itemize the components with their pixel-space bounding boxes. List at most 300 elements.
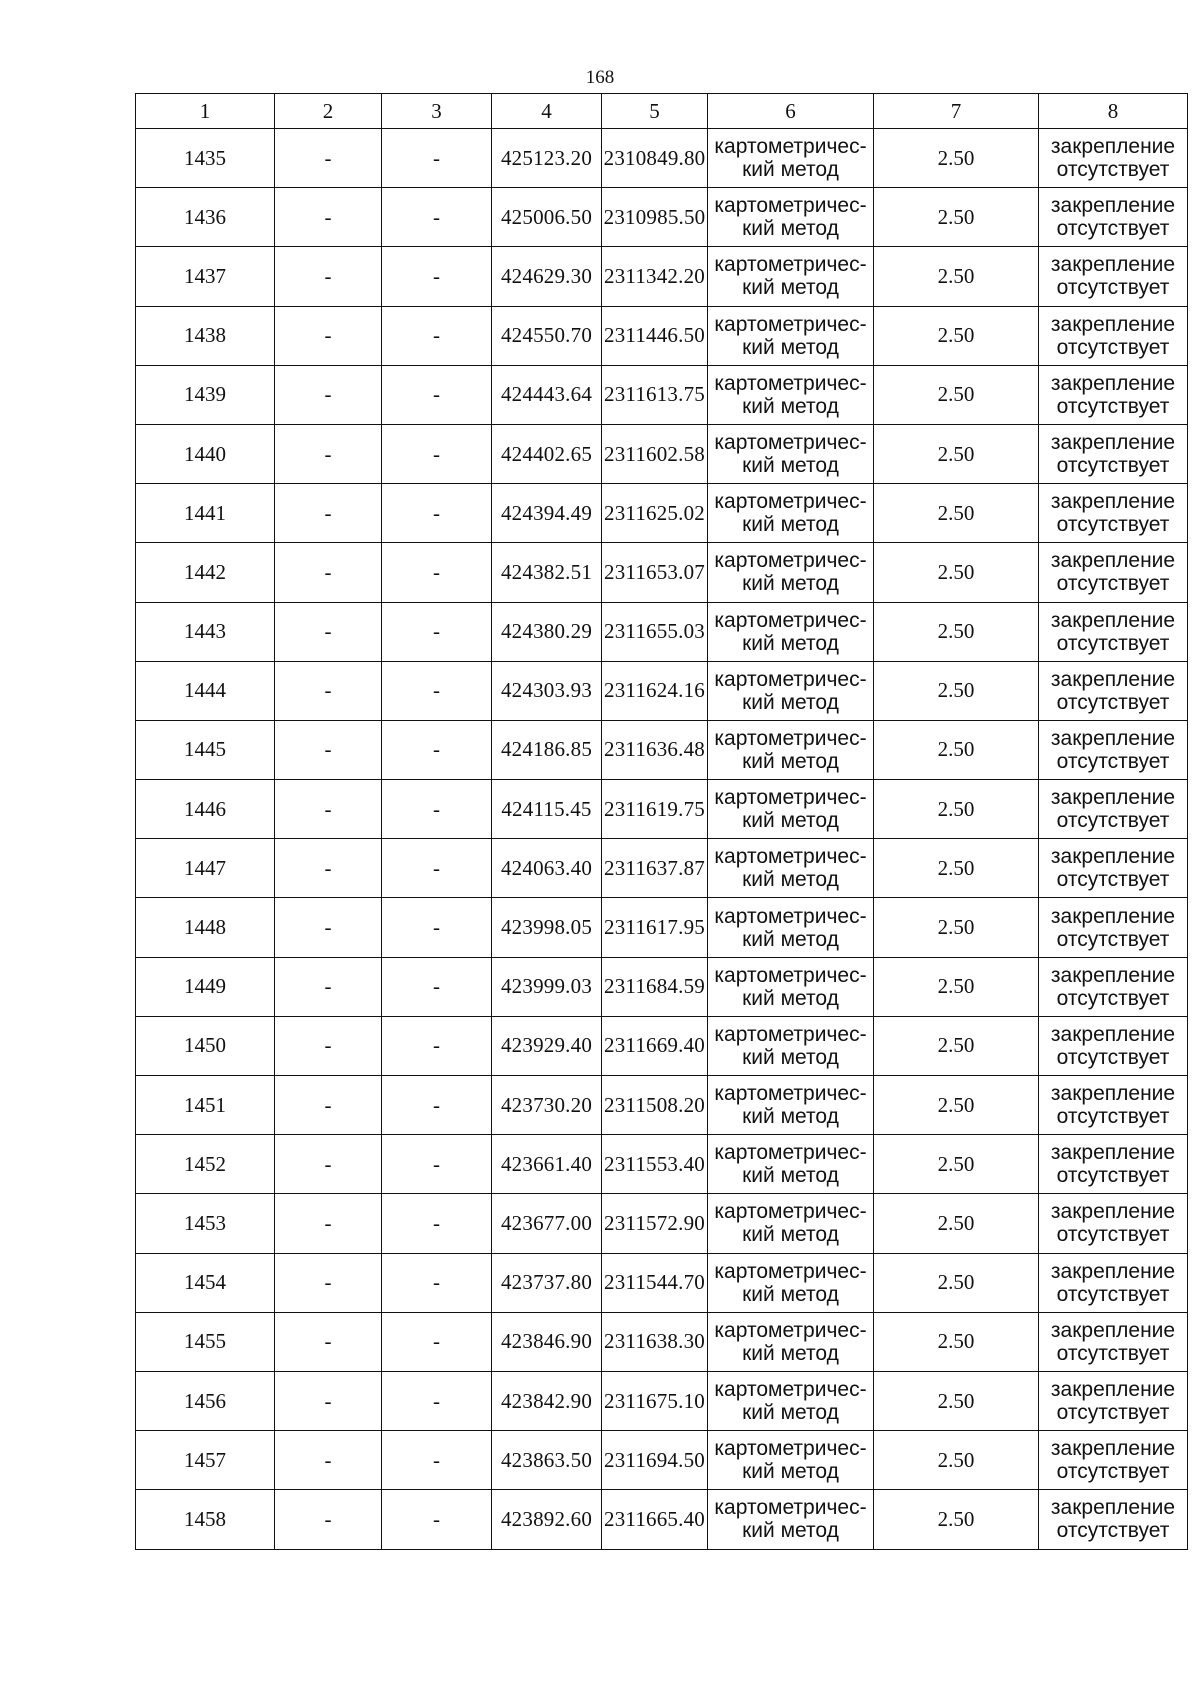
point-number-cell: 1454 xyxy=(136,1253,275,1312)
note-text-line: отсутствует xyxy=(1056,335,1170,359)
note-cell xyxy=(1039,484,1188,543)
note-cell xyxy=(1039,1076,1188,1135)
method-cell xyxy=(708,1135,874,1194)
accuracy-value-cell: 2.50 xyxy=(874,247,1039,306)
column-3-cell: - xyxy=(382,365,492,424)
coordinate-y-cell: 2311602.58 xyxy=(602,424,708,483)
column-2-cell: - xyxy=(275,720,382,779)
accuracy-value-cell: 2.50 xyxy=(874,839,1039,898)
note-text-line: закрепление xyxy=(1050,1259,1176,1283)
method-cell xyxy=(708,661,874,720)
method-text-line: картометричес- xyxy=(714,1141,867,1165)
method-cell xyxy=(708,424,874,483)
note-cell xyxy=(1039,661,1188,720)
note-cell xyxy=(1039,1135,1188,1194)
table-header xyxy=(136,94,1188,129)
coordinate-x-cell: 424186.85 xyxy=(492,720,602,779)
method-text-line: картометричес- xyxy=(714,786,867,810)
coordinate-x-cell: 424115.45 xyxy=(492,780,602,839)
method-cell xyxy=(708,898,874,957)
coordinate-y-cell: 2311446.50 xyxy=(602,306,708,365)
note-text-line: отсутствует xyxy=(1056,217,1170,241)
column-header-3: 3 xyxy=(382,94,492,129)
accuracy-value-cell: 2.50 xyxy=(874,1490,1039,1549)
accuracy-value-cell: 2.50 xyxy=(874,1194,1039,1253)
table-row xyxy=(136,898,1188,957)
table-row xyxy=(136,365,1188,424)
coordinate-y-cell: 2311572.90 xyxy=(602,1194,708,1253)
note-text-line: закрепление xyxy=(1050,1200,1176,1224)
method-text-line: картометричес- xyxy=(714,431,867,455)
column-2-cell: - xyxy=(275,780,382,839)
coordinate-x-cell: 424380.29 xyxy=(492,602,602,661)
column-2-cell: - xyxy=(275,898,382,957)
method-text-line: картометричес- xyxy=(714,608,867,632)
method-cell xyxy=(708,957,874,1016)
accuracy-value-cell: 2.50 xyxy=(874,543,1039,602)
method-text-line: картометричес- xyxy=(714,1496,867,1520)
note-cell xyxy=(1039,188,1188,247)
accuracy-value-cell: 2.50 xyxy=(874,1253,1039,1312)
method-text-line: кий метод xyxy=(742,809,839,833)
column-2-cell: - xyxy=(275,1016,382,1075)
column-2-cell: - xyxy=(275,1371,382,1430)
note-text-line: закрепление xyxy=(1050,549,1176,573)
column-3-cell: - xyxy=(382,602,492,661)
column-2-cell: - xyxy=(275,424,382,483)
coordinate-x-cell: 425123.20 xyxy=(492,129,602,188)
note-text-line: отсутствует xyxy=(1056,809,1170,833)
column-2-cell: - xyxy=(275,1194,382,1253)
coordinate-y-cell: 2311655.03 xyxy=(602,602,708,661)
column-2-cell: - xyxy=(275,1076,382,1135)
accuracy-value-cell: 2.50 xyxy=(874,720,1039,779)
note-text-line: отсутствует xyxy=(1056,1164,1170,1188)
method-text-line: кий метод xyxy=(742,690,839,714)
coordinate-x-cell: 424443.64 xyxy=(492,365,602,424)
coordinate-x-cell: 424063.40 xyxy=(492,839,602,898)
method-text-line: кий метод xyxy=(742,1223,839,1247)
column-header-7: 7 xyxy=(874,94,1039,129)
point-number-cell: 1452 xyxy=(136,1135,275,1194)
coordinate-x-cell: 423846.90 xyxy=(492,1312,602,1371)
method-text-line: кий метод xyxy=(742,749,839,773)
note-text-line: закрепление xyxy=(1050,371,1176,395)
method-text-line: кий метод xyxy=(742,927,839,951)
note-cell xyxy=(1039,1016,1188,1075)
note-text-line: закрепление xyxy=(1050,1022,1176,1046)
accuracy-value-cell: 2.50 xyxy=(874,129,1039,188)
column-3-cell: - xyxy=(382,1016,492,1075)
note-text-line: закрепление xyxy=(1050,667,1176,691)
method-text-line: кий метод xyxy=(742,1105,839,1129)
coordinate-y-cell: 2311675.10 xyxy=(602,1371,708,1430)
table-row xyxy=(136,129,1188,188)
method-text-line: картометричес- xyxy=(714,1082,867,1106)
note-text-line: отсутствует xyxy=(1056,454,1170,478)
note-cell xyxy=(1039,1490,1188,1549)
coordinate-x-cell: 423863.50 xyxy=(492,1431,602,1490)
note-text-line: закрепление xyxy=(1050,786,1176,810)
table-row xyxy=(136,306,1188,365)
coordinate-x-cell: 423661.40 xyxy=(492,1135,602,1194)
table-row xyxy=(136,1135,1188,1194)
coordinate-y-cell: 2311508.20 xyxy=(602,1076,708,1135)
note-text-line: отсутствует xyxy=(1056,394,1170,418)
column-2-cell: - xyxy=(275,365,382,424)
coordinate-y-cell: 2311342.20 xyxy=(602,247,708,306)
accuracy-value-cell: 2.50 xyxy=(874,602,1039,661)
point-number-cell: 1451 xyxy=(136,1076,275,1135)
column-3-cell: - xyxy=(382,1312,492,1371)
method-cell xyxy=(708,247,874,306)
table-row xyxy=(136,1016,1188,1075)
note-text-line: отсутствует xyxy=(1056,1401,1170,1425)
accuracy-value-cell: 2.50 xyxy=(874,1431,1039,1490)
table-row xyxy=(136,1490,1188,1549)
method-text-line: кий метод xyxy=(742,394,839,418)
method-text-line: картометричес- xyxy=(714,726,867,750)
coordinate-y-cell: 2311638.30 xyxy=(602,1312,708,1371)
column-3-cell: - xyxy=(382,424,492,483)
accuracy-value-cell: 2.50 xyxy=(874,1371,1039,1430)
method-text-line: кий метод xyxy=(742,1519,839,1543)
coordinate-x-cell: 425006.50 xyxy=(492,188,602,247)
note-text-line: отсутствует xyxy=(1056,690,1170,714)
method-cell xyxy=(708,1371,874,1430)
coordinate-x-cell: 423929.40 xyxy=(492,1016,602,1075)
coordinate-y-cell: 2311653.07 xyxy=(602,543,708,602)
coordinate-y-cell: 2311625.02 xyxy=(602,484,708,543)
method-text-line: кий метод xyxy=(742,572,839,596)
coordinate-x-cell: 424394.49 xyxy=(492,484,602,543)
coordinate-y-cell: 2311694.50 xyxy=(602,1431,708,1490)
column-3-cell: - xyxy=(382,306,492,365)
coordinate-y-cell: 2311684.59 xyxy=(602,957,708,1016)
point-number-cell: 1441 xyxy=(136,484,275,543)
column-3-cell: - xyxy=(382,780,492,839)
coordinate-x-cell: 424382.51 xyxy=(492,543,602,602)
method-cell xyxy=(708,720,874,779)
method-text-line: картометричес- xyxy=(714,1378,867,1402)
method-cell xyxy=(708,484,874,543)
method-cell xyxy=(708,188,874,247)
note-cell xyxy=(1039,424,1188,483)
column-3-cell: - xyxy=(382,484,492,543)
column-2-cell: - xyxy=(275,306,382,365)
method-cell xyxy=(708,1076,874,1135)
method-cell xyxy=(708,1194,874,1253)
method-cell xyxy=(708,543,874,602)
note-text-line: отсутствует xyxy=(1056,927,1170,951)
point-number-cell: 1455 xyxy=(136,1312,275,1371)
table-row xyxy=(136,1253,1188,1312)
point-number-cell: 1444 xyxy=(136,661,275,720)
coordinate-x-cell: 424629.30 xyxy=(492,247,602,306)
method-text-line: кий метод xyxy=(742,513,839,537)
table-row xyxy=(136,602,1188,661)
coordinate-x-cell: 423730.20 xyxy=(492,1076,602,1135)
column-3-cell: - xyxy=(382,720,492,779)
note-cell xyxy=(1039,720,1188,779)
column-header-8: 8 xyxy=(1039,94,1188,129)
note-cell xyxy=(1039,1431,1188,1490)
method-text-line: кий метод xyxy=(742,276,839,300)
point-number-cell: 1446 xyxy=(136,780,275,839)
method-cell xyxy=(708,1490,874,1549)
note-cell xyxy=(1039,1371,1188,1430)
column-2-cell: - xyxy=(275,188,382,247)
method-text-line: картометричес- xyxy=(714,904,867,928)
note-text-line: отсутствует xyxy=(1056,1519,1170,1543)
column-2-cell: - xyxy=(275,1135,382,1194)
method-text-line: картометричес- xyxy=(714,135,867,159)
method-cell xyxy=(708,780,874,839)
note-cell xyxy=(1039,1253,1188,1312)
method-text-line: картометричес- xyxy=(714,312,867,336)
coordinate-y-cell: 2311613.75 xyxy=(602,365,708,424)
note-cell xyxy=(1039,898,1188,957)
table-row xyxy=(136,1194,1188,1253)
column-2-cell: - xyxy=(275,1490,382,1549)
column-3-cell: - xyxy=(382,1253,492,1312)
column-3-cell: - xyxy=(382,543,492,602)
method-text-line: кий метод xyxy=(742,1460,839,1484)
note-text-line: закрепление xyxy=(1050,1318,1176,1342)
coordinate-y-cell: 2311624.16 xyxy=(602,661,708,720)
method-text-line: кий метод xyxy=(742,631,839,655)
coordinate-y-cell: 2311619.75 xyxy=(602,780,708,839)
note-text-line: отсутствует xyxy=(1056,158,1170,182)
method-cell xyxy=(708,1016,874,1075)
note-text-line: закрепление xyxy=(1050,1082,1176,1106)
coordinate-y-cell: 2311544.70 xyxy=(602,1253,708,1312)
note-text-line: отсутствует xyxy=(1056,1223,1170,1247)
coordinate-y-cell: 2311553.40 xyxy=(602,1135,708,1194)
note-text-line: закрепление xyxy=(1050,726,1176,750)
column-3-cell: - xyxy=(382,247,492,306)
note-cell xyxy=(1039,780,1188,839)
note-text-line: закрепление xyxy=(1050,312,1176,336)
point-number-cell: 1435 xyxy=(136,129,275,188)
point-number-cell: 1453 xyxy=(136,1194,275,1253)
method-text-line: картометричес- xyxy=(714,1200,867,1224)
note-text-line: отсутствует xyxy=(1056,1460,1170,1484)
table-row xyxy=(136,424,1188,483)
note-cell xyxy=(1039,1194,1188,1253)
column-3-cell: - xyxy=(382,129,492,188)
column-3-cell: - xyxy=(382,839,492,898)
column-header-6: 6 xyxy=(708,94,874,129)
method-cell xyxy=(708,602,874,661)
note-cell xyxy=(1039,129,1188,188)
method-cell xyxy=(708,306,874,365)
method-cell xyxy=(708,1312,874,1371)
column-3-cell: - xyxy=(382,1076,492,1135)
column-2-cell: - xyxy=(275,1253,382,1312)
note-cell xyxy=(1039,543,1188,602)
note-cell xyxy=(1039,602,1188,661)
note-text-line: закрепление xyxy=(1050,1378,1176,1402)
coordinates-table xyxy=(135,93,1188,1550)
coordinate-x-cell: 423842.90 xyxy=(492,1371,602,1430)
point-number-cell: 1436 xyxy=(136,188,275,247)
note-text-line: отсутствует xyxy=(1056,1341,1170,1365)
note-text-line: закрепление xyxy=(1050,1141,1176,1165)
column-3-cell: - xyxy=(382,661,492,720)
column-3-cell: - xyxy=(382,188,492,247)
method-cell xyxy=(708,839,874,898)
column-2-cell: - xyxy=(275,1431,382,1490)
column-3-cell: - xyxy=(382,898,492,957)
accuracy-value-cell: 2.50 xyxy=(874,484,1039,543)
page-number: 168 xyxy=(585,67,615,88)
table-row xyxy=(136,1312,1188,1371)
note-text-line: закрепление xyxy=(1050,431,1176,455)
coordinate-y-cell: 2310985.50 xyxy=(602,188,708,247)
header-row xyxy=(136,94,1188,129)
method-text-line: картометричес- xyxy=(714,194,867,218)
column-2-cell: - xyxy=(275,543,382,602)
accuracy-value-cell: 2.50 xyxy=(874,898,1039,957)
note-cell xyxy=(1039,247,1188,306)
note-cell xyxy=(1039,365,1188,424)
coordinate-x-cell: 424550.70 xyxy=(492,306,602,365)
table-row xyxy=(136,543,1188,602)
accuracy-value-cell: 2.50 xyxy=(874,957,1039,1016)
accuracy-value-cell: 2.50 xyxy=(874,1312,1039,1371)
table-row xyxy=(136,780,1188,839)
method-text-line: кий метод xyxy=(742,335,839,359)
point-number-cell: 1445 xyxy=(136,720,275,779)
note-cell xyxy=(1039,839,1188,898)
method-text-line: кий метод xyxy=(742,1045,839,1069)
table-row xyxy=(136,247,1188,306)
method-text-line: кий метод xyxy=(742,1401,839,1425)
method-text-line: кий метод xyxy=(742,1341,839,1365)
method-text-line: кий метод xyxy=(742,454,839,478)
method-text-line: картометричес- xyxy=(714,963,867,987)
coordinate-x-cell: 423892.60 xyxy=(492,1490,602,1549)
note-text-line: закрепление xyxy=(1050,490,1176,514)
point-number-cell: 1447 xyxy=(136,839,275,898)
coordinate-x-cell: 424303.93 xyxy=(492,661,602,720)
point-number-cell: 1450 xyxy=(136,1016,275,1075)
column-3-cell: - xyxy=(382,1194,492,1253)
accuracy-value-cell: 2.50 xyxy=(874,661,1039,720)
table-row xyxy=(136,1076,1188,1135)
method-text-line: картометричес- xyxy=(714,1437,867,1461)
column-2-cell: - xyxy=(275,247,382,306)
coordinate-x-cell: 423998.05 xyxy=(492,898,602,957)
accuracy-value-cell: 2.50 xyxy=(874,780,1039,839)
accuracy-value-cell: 2.50 xyxy=(874,306,1039,365)
method-cell xyxy=(708,129,874,188)
column-header-5: 5 xyxy=(602,94,708,129)
point-number-cell: 1440 xyxy=(136,424,275,483)
coordinate-x-cell: 424402.65 xyxy=(492,424,602,483)
note-text-line: отсутствует xyxy=(1056,868,1170,892)
column-3-cell: - xyxy=(382,1135,492,1194)
note-text-line: отсутствует xyxy=(1056,1282,1170,1306)
method-text-line: кий метод xyxy=(742,986,839,1010)
method-text-line: картометричес- xyxy=(714,490,867,514)
coordinate-y-cell: 2310849.80 xyxy=(602,129,708,188)
note-cell xyxy=(1039,957,1188,1016)
method-text-line: кий метод xyxy=(742,1282,839,1306)
point-number-cell: 1439 xyxy=(136,365,275,424)
method-text-line: картометричес- xyxy=(714,845,867,869)
method-cell xyxy=(708,1253,874,1312)
column-header-2: 2 xyxy=(275,94,382,129)
accuracy-value-cell: 2.50 xyxy=(874,1076,1039,1135)
note-text-line: закрепление xyxy=(1050,845,1176,869)
table-row xyxy=(136,957,1188,1016)
point-number-cell: 1448 xyxy=(136,898,275,957)
accuracy-value-cell: 2.50 xyxy=(874,1135,1039,1194)
column-3-cell: - xyxy=(382,957,492,1016)
method-text-line: картометричес- xyxy=(714,667,867,691)
table-row xyxy=(136,1371,1188,1430)
note-cell xyxy=(1039,306,1188,365)
column-2-cell: - xyxy=(275,957,382,1016)
note-cell xyxy=(1039,1312,1188,1371)
note-text-line: отсутствует xyxy=(1056,1105,1170,1129)
method-text-line: картометричес- xyxy=(714,549,867,573)
method-text-line: картометричес- xyxy=(714,1259,867,1283)
note-text-line: отсутствует xyxy=(1056,513,1170,537)
point-number-cell: 1449 xyxy=(136,957,275,1016)
method-text-line: кий метод xyxy=(742,217,839,241)
column-2-cell: - xyxy=(275,129,382,188)
point-number-cell: 1438 xyxy=(136,306,275,365)
point-number-cell: 1443 xyxy=(136,602,275,661)
method-text-line: кий метод xyxy=(742,1164,839,1188)
accuracy-value-cell: 2.50 xyxy=(874,1016,1039,1075)
note-text-line: отсутствует xyxy=(1056,749,1170,773)
coordinate-y-cell: 2311665.40 xyxy=(602,1490,708,1549)
column-2-cell: - xyxy=(275,661,382,720)
column-2-cell: - xyxy=(275,484,382,543)
table-row xyxy=(136,839,1188,898)
table-row xyxy=(136,484,1188,543)
method-text-line: картометричес- xyxy=(714,1318,867,1342)
accuracy-value-cell: 2.50 xyxy=(874,365,1039,424)
column-3-cell: - xyxy=(382,1431,492,1490)
table-row xyxy=(136,1431,1188,1490)
coordinate-x-cell: 423999.03 xyxy=(492,957,602,1016)
note-text-line: отсутствует xyxy=(1056,631,1170,655)
note-text-line: закрепление xyxy=(1050,253,1176,277)
coordinate-x-cell: 423677.00 xyxy=(492,1194,602,1253)
column-2-cell: - xyxy=(275,839,382,898)
coordinate-y-cell: 2311669.40 xyxy=(602,1016,708,1075)
coordinate-x-cell: 423737.80 xyxy=(492,1253,602,1312)
note-text-line: отсутствует xyxy=(1056,276,1170,300)
note-text-line: закрепление xyxy=(1050,963,1176,987)
note-text-line: закрепление xyxy=(1050,135,1176,159)
table-row xyxy=(136,188,1188,247)
note-text-line: отсутствует xyxy=(1056,986,1170,1010)
coordinate-y-cell: 2311636.48 xyxy=(602,720,708,779)
note-text-line: закрепление xyxy=(1050,1437,1176,1461)
method-cell xyxy=(708,365,874,424)
accuracy-value-cell: 2.50 xyxy=(874,424,1039,483)
method-cell xyxy=(708,1431,874,1490)
note-text-line: закрепление xyxy=(1050,194,1176,218)
column-3-cell: - xyxy=(382,1490,492,1549)
method-text-line: картометричес- xyxy=(714,1022,867,1046)
